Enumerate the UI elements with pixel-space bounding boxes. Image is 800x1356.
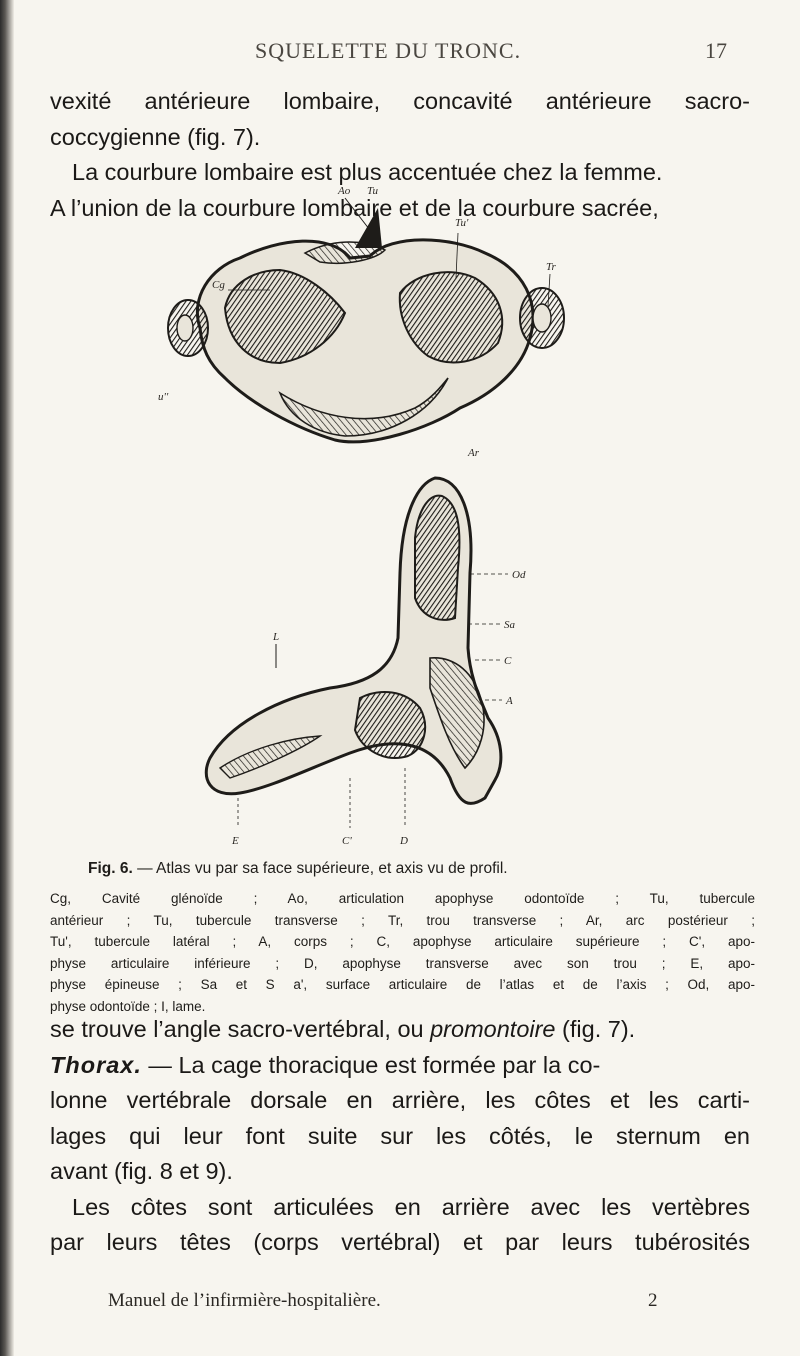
text-run: se trouve l’angle sacro-vertébral, ou bbox=[50, 1016, 431, 1042]
text-line: vexité antérieure lombaire, concavité antérieure sacro- bbox=[50, 88, 750, 114]
caption-fig-number: Fig. 6. bbox=[88, 860, 133, 877]
label-c-prime: C' bbox=[342, 835, 352, 847]
section-heading-thorax: Thorax. bbox=[50, 1051, 142, 1078]
label-c: C bbox=[504, 655, 512, 667]
axis-vertebra bbox=[206, 478, 501, 803]
label-tu: Tu bbox=[367, 185, 379, 197]
text-line bbox=[50, 1048, 750, 1084]
page-footer bbox=[108, 1290, 668, 1312]
text-line: avant (fig. 8 et 9). bbox=[50, 1158, 233, 1184]
label-l: L bbox=[273, 631, 280, 643]
text-line: A l’union de la courbure lombaire et de la courbure sacrée, bbox=[50, 194, 659, 221]
label-tu-prime: Tu' bbox=[455, 217, 469, 229]
running-title: SQUELETTE DU TRONC. bbox=[255, 38, 522, 63]
legend-line: antérieur ; Tu, tubercule transverse ; Tr, trou transverse ; Ar, arc postérieur ; bbox=[50, 912, 755, 928]
caption-legend bbox=[50, 888, 755, 1017]
text-run: (fig. 7). bbox=[555, 1016, 636, 1042]
caption-fig-title: — Atlas vu par sa face supérieure, et axis vu de profil. bbox=[137, 860, 508, 877]
legend-line: physe articulaire inférieure ; D, apophyse transverse avec son trou ; E, apo- bbox=[50, 955, 755, 971]
footer-title: Manuel de l’infirmière-hospitalière. bbox=[108, 1290, 381, 1311]
text-line: Les côtes sont articulées en arrière avec les vertèbres bbox=[72, 1193, 750, 1220]
label-d: D bbox=[400, 835, 408, 847]
legend-line: physe odontoïde ; I, lame. bbox=[50, 998, 206, 1014]
text-line: La courbure lombaire est plus accentuée chez la femme. bbox=[72, 159, 663, 185]
text-line: par leurs têtes (corps vertébral) et par leurs tubérosités bbox=[50, 1229, 750, 1255]
page-number: 17 bbox=[705, 38, 727, 63]
footer-signature: 2 bbox=[648, 1290, 658, 1311]
label-e: E bbox=[232, 835, 239, 847]
italic-term: promontoire bbox=[430, 1016, 556, 1042]
figure-caption bbox=[50, 858, 755, 1017]
book-binding-edge bbox=[0, 0, 14, 1356]
label-cg: Cg bbox=[212, 279, 225, 291]
text-line: coccygienne (fig. 7). bbox=[50, 123, 261, 150]
label-a: A bbox=[506, 695, 513, 707]
label-ar: Ar bbox=[468, 447, 479, 459]
atlas-vertebra bbox=[168, 198, 564, 442]
label-tr: Tr bbox=[546, 261, 556, 273]
text-line bbox=[50, 1012, 750, 1048]
legend-line: physe épineuse ; Sa et S a', surface articulaire de l’atlas et de l’axis ; Od, apo- bbox=[50, 977, 755, 992]
legend-line: Tu', tubercule latéral ; A, corps ; C, apophyse articulaire supérieure ; C', apo- bbox=[50, 934, 755, 949]
label-tu-second: u'' bbox=[158, 391, 169, 403]
page-header bbox=[0, 38, 800, 68]
text-line: lages qui leur font suite sur les côtés, le sternum en bbox=[50, 1122, 750, 1149]
label-od: Od bbox=[512, 569, 526, 581]
label-ao: Ao bbox=[338, 185, 351, 197]
label-sa: Sa bbox=[504, 619, 515, 631]
anatomy-illustration bbox=[130, 178, 650, 848]
text-line: lonne vertébrale dorsale en arrière, les côtes et les carti- bbox=[50, 1087, 750, 1113]
text-run: — La cage thoracique est formée par la co- bbox=[141, 1051, 601, 1078]
bottom-paragraph bbox=[50, 1012, 750, 1261]
caption-title bbox=[88, 858, 755, 880]
legend-line: Cg, Cavité glénoïde ; Ao, articulation apophyse odontoïde ; Tu, tubercule bbox=[50, 891, 755, 906]
figure-atlas-axis bbox=[130, 178, 650, 853]
